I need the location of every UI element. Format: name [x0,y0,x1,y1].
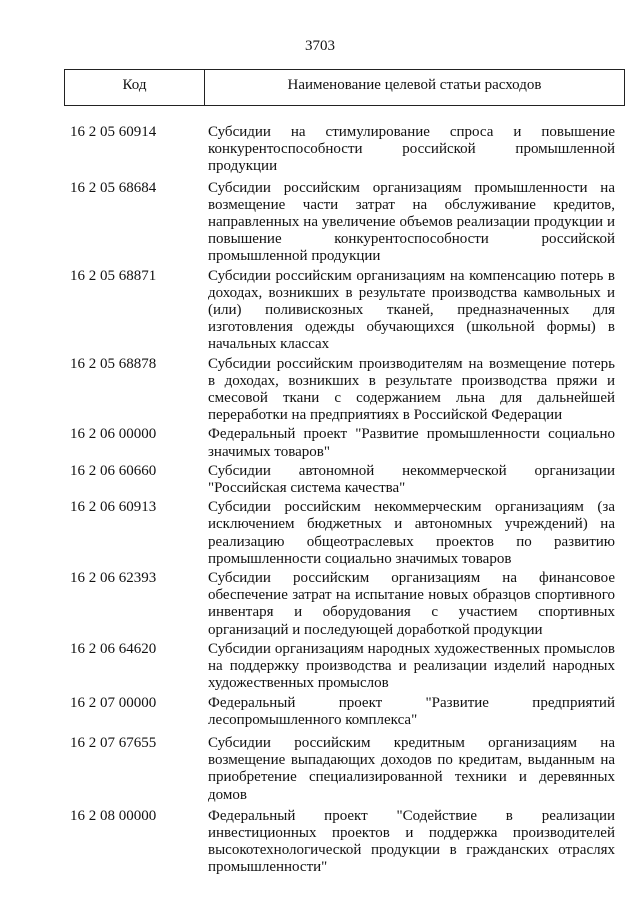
row-name: Федеральный проект "Содействие в реализации инвестиционных проектов и поддержка производителей высокотехнологической продукции в гражданских отраслях промышленности" [208,807,615,876]
row-name: Субсидии российским производителям на возмещение потерь в доходах, возникших в результате производства пряжи и смесовой ткани с содержанием льна для дальнейшей переработки на предприятиях в Российской Федерации [208,355,615,424]
row-code: 16 2 06 62393 [70,570,157,587]
row-code: 16 2 05 60914 [70,124,157,140]
table-row [70,463,615,497]
row-code: 16 2 07 00000 [70,694,157,711]
row-name: Субсидии российским кредитным организациям на возмещение выпадающих доходов по кредитам, выданным на приобретение специализированной техники и деревянных домов [208,734,615,803]
row-code: 16 2 05 68878 [70,355,157,372]
header-code-label: Код [65,70,205,105]
table-row [70,356,615,425]
row-code: 16 2 07 67655 [70,734,157,751]
row-code: 16 2 06 60660 [70,462,157,479]
row-name: Субсидии российским некоммерческим организациям (за исключением бюджетных и автономных учреждений) на реализацию общеотраслевых проектов по развитию промышленности социально значимых товаров [208,499,615,567]
table-row [70,695,615,729]
row-name: Субсидии российским организациям на финансовое обеспечение затрат на испытание новых образцов спортивного инвентаря и оборудования с участием спортивных организаций и последующей доработкой продукции [208,570,615,638]
row-code: 16 2 08 00000 [70,807,157,824]
expense-items-list [70,124,615,879]
table-row [70,180,615,266]
row-name: Федеральный проект "Развитие промышленности социально значимых товаров" [208,426,615,460]
row-name: Федеральный проект "Развитие предприятий лесопромышленного комплекса" [208,694,615,728]
page-number: 3703 [305,38,335,54]
table-header [64,69,625,106]
table-row [70,426,615,460]
row-code: 16 2 06 60913 [70,499,157,516]
table-row [70,570,615,639]
table-row [70,641,615,693]
table-row [70,808,615,877]
row-name: Субсидии на стимулирование спроса и повышение конкурентоспособности российской промышленной продукции [208,124,615,175]
row-name: Субсидии организациям народных художественных промыслов на поддержку производства и реализации изделий народных художественных промыслов [208,640,615,692]
table-row [70,268,615,354]
row-code: 16 2 06 64620 [70,640,157,657]
table-row [70,735,615,804]
row-code: 16 2 05 68871 [70,267,157,284]
row-name: Субсидии российским организациям на компенсацию потерь в доходах, возникших в результате производства камвольных и (или) поливискозных тканей, предназначенных для изготовления одежды обучающихся (школьной формы) в начальных классах [208,267,615,353]
row-code: 16 2 05 68684 [70,179,157,196]
table-row [70,499,615,568]
row-name: Субсидии российским организациям промышленности на возмещение части затрат на обслуживание кредитов, направленных на увеличение объемов реализации продукции и повышение конкурентоспособности российской промышленной продукции [208,179,615,265]
row-code: 16 2 06 00000 [70,426,157,443]
header-name-label: Наименование целевой статьи расходов [287,77,542,93]
table-row [70,124,615,176]
row-name: Субсидии автономной некоммерческой организации "Российская система качества" [208,462,615,497]
